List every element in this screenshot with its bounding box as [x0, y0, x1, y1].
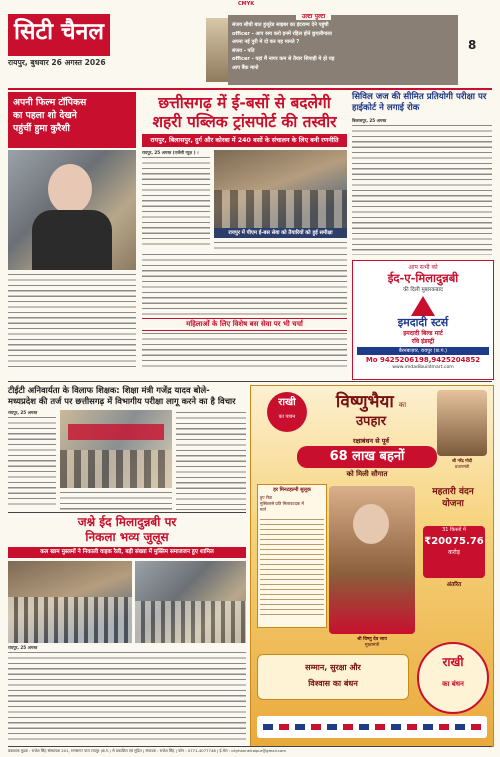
- eid-story-deck: कल खाम मुस्लमों ने निकाली वाइक रैली, बड़ी संख्या में मुस्लिम समाजजन हुए शामिल: [8, 547, 246, 558]
- rakhi-footer-badge-sub: का बंधन: [442, 680, 464, 688]
- pm-name: श्री नरेंद्र मोदी: [451, 458, 473, 463]
- footer-imprint: प्रकाशक मुद्रक : राजेश सिंह संस्थापक 201, रामसागर पारा रायपुर (छ.ग.) से प्रकाशित एवं मुद्रित | संपादक : राजेश सिंह | फोन : 0771-4077748 | ई-मेल : cityhannelraipur@gmail.com: [8, 748, 287, 753]
- main-story-bottom-text: [142, 331, 347, 367]
- headline-line: मध्यप्रदेश की तर्ज पर छत्तीसगढ़ में विभागीय परीक्षा लागू करने का है विचार: [8, 396, 236, 406]
- headline-line: पहुंचीं हुमा कुरैशी: [13, 123, 70, 134]
- left-feature-headline: [8, 92, 136, 139]
- eid-ad-subtitle: की दिली मुबारकबाद: [403, 287, 443, 293]
- ulta-line: आप बैंक मानो: [232, 64, 259, 71]
- rakhi-big-banner: [297, 446, 437, 468]
- masthead-dateline: रायपुर, बुधवार 26 अगस्त 2026: [8, 58, 106, 67]
- eid-ad-tagline: इमदादी बिल्ड मार्ट: [403, 330, 443, 337]
- eid-ad-logo-icon: [411, 296, 435, 316]
- rakhi-ad-social-strip: [257, 716, 487, 738]
- teacher-story-dateline: रायपुर, 25 अगस्त: [8, 410, 38, 415]
- cm-name: श्री विष्णु देव साय: [357, 637, 387, 642]
- main-story-lower-text: [142, 252, 347, 316]
- main-story-headline: [142, 94, 347, 113]
- ulta-pulta-text: [232, 21, 454, 73]
- eid-ad-address: बैरनबाज़ार, रायपुर (छ.ग.): [357, 347, 489, 355]
- main-story-headline-2: शहरी पब्लिक ट्रांसपोर्ट की तस्वीर: [152, 113, 337, 131]
- teacher-story-col3: [176, 410, 246, 510]
- headline-line: निकला भव्य जुलूस: [85, 530, 169, 544]
- eid-ad-brand: इमदादी स्टर्स: [397, 316, 449, 329]
- pm-photo: [437, 390, 487, 456]
- rakhi-left-line: मार्ग: [260, 507, 266, 512]
- huma-qureshi-photo: [8, 150, 136, 270]
- rakhi-badge-sub: का पावन: [278, 414, 296, 420]
- rakhi-badge-text: राखी: [278, 397, 296, 408]
- rakhi-left-line: मुस्किलसे प्रति मिलावटदक में: [260, 501, 304, 506]
- amount-box: [423, 526, 485, 578]
- left-feature-body: [8, 272, 136, 368]
- headline-line: छत्तीसगढ़ में ई-बसों से बदलेगी: [158, 94, 331, 112]
- ulta-line: officer - यहां मैं नागर कम से तैयार सिपाही मे हो यह: [232, 56, 335, 63]
- rakhi-footer-badge: [417, 642, 489, 714]
- ulta-pulta-box: [228, 15, 458, 85]
- main-story-photo: [214, 150, 347, 228]
- eid-ad: [352, 260, 494, 380]
- scheme-title: महतारी वंदन: [432, 487, 474, 497]
- rakhi-main-sub: का: [398, 401, 407, 409]
- ulta-line: संजय - पति: [232, 47, 255, 54]
- main-story-deck: रायपुर, बिलासपुर, दुर्ग और कोरबा में 240 बसों के संचालन के लिए बनी रणनीति: [142, 134, 347, 147]
- masthead-logo: [8, 14, 110, 56]
- rakhi-left-line: हुए रीवा: [260, 495, 273, 500]
- masthead-divider: [8, 88, 492, 90]
- main-story-subhead: महिलाओं के लिए विशेष बस सेवा पर भी चर्चा: [142, 318, 347, 331]
- scheme-title-2: योजना: [442, 499, 464, 509]
- scheme-block: [419, 486, 487, 526]
- rakhi-left-box: [257, 484, 327, 628]
- cm-label-block: [329, 636, 415, 648]
- rakhi-badge: [267, 392, 307, 432]
- rakhi-uphaar: उपहार: [355, 414, 387, 429]
- cmyk-mark-top: CMYK: [238, 1, 255, 7]
- ulta-line: officer - आप रस्य करो इनमें रहिल होने छुएलीगाला: [232, 30, 332, 37]
- amount-note: अंतरित: [446, 582, 462, 588]
- right-story-headline: सिविल जज की सीमित प्रतियोगी परीक्षा पर हाईकोर्ट ने लगाई रोक: [352, 92, 487, 113]
- ulta-pulta-cartoon: [206, 18, 228, 82]
- headline-line: का पहला शो देखने: [13, 110, 77, 121]
- right-story-body: [352, 118, 492, 258]
- section-divider: [8, 381, 492, 382]
- rakhi-left-lines: [258, 495, 326, 513]
- cm-label: मुख्यमंत्री: [364, 643, 380, 648]
- teacher-story-col1: [8, 410, 56, 510]
- eid-story-dateline: रायपुर, 25 अगस्त: [8, 645, 38, 650]
- eid-ad-tagline2: रवि इंडस्ट्री: [411, 338, 435, 345]
- rakhi-big-sub: को मिली सौगात: [346, 470, 388, 478]
- rakhi-footer-left: [257, 654, 409, 700]
- section-divider-2: [8, 512, 246, 513]
- main-story-col2: [214, 240, 347, 252]
- right-story-dateline: बिलासपुर, 25 अगस्त: [352, 118, 387, 123]
- ulta-line: संजय सीधी बात हुजूरेड साइबर का इंदराम्य देने पहुंची: [232, 22, 329, 28]
- amount-unit: करोड़: [448, 549, 460, 556]
- main-story-col1: [142, 150, 210, 250]
- masthead-title: सिटी चैनल: [13, 18, 105, 45]
- teacher-story-col2: [60, 490, 172, 510]
- rakhi-big-line: 68 लाख बहनों: [329, 449, 405, 464]
- rakhi-title-block: [311, 390, 431, 429]
- teacher-protest-photo: [60, 410, 172, 488]
- amount-value: ₹20075.76: [424, 536, 484, 547]
- left-feature-headline-box: [8, 92, 136, 148]
- eid-ad-header: आप सभी को: [408, 264, 438, 271]
- headline-line: टीईटी अनिवार्यता के विलाफ शिक्षक: शिक्षा मंत्री गजेंद्र यादव बोले-: [8, 385, 210, 395]
- page-number: 8: [468, 38, 477, 52]
- pm-label: प्रधानमंत्री: [454, 464, 470, 469]
- main-story-photo-caption: रायपुर में पीएम ई-बस सेवा को तैयारियों को हुई समीक्षा: [214, 228, 347, 238]
- eid-story-body: [8, 645, 246, 745]
- rakhi-ad: [250, 385, 494, 747]
- cm-rakhi-photo: [329, 486, 415, 634]
- eid-procession-photo-1: [8, 561, 132, 643]
- rakhi-left-header: हर मिनटहल्नी सुलूक: [273, 487, 311, 493]
- pm-label-block: [435, 458, 489, 470]
- main-story-dateline: रायपुर, 25 अगस्त (एजेंसी न्यूज़ ) ।: [142, 150, 199, 155]
- footer-divider: [8, 746, 492, 747]
- installment-label: 31 किस्तों में: [442, 527, 466, 533]
- rakhi-footer-line1: सम्मान, सुरक्षा और: [305, 663, 361, 672]
- headline-line: अपनी फिल्म टॉपिकस: [13, 97, 87, 108]
- eid-ad-title: ईद-ए-मिलादुन्नबी: [387, 271, 459, 285]
- eid-ad-website: www.imdadibuildmart.com: [392, 365, 454, 370]
- eid-procession-photo-2: [135, 561, 246, 643]
- rakhi-footer-line2: विश्वास का बंधन: [308, 679, 358, 688]
- ulta-pulta-label: उल्टा पुल्टा: [296, 12, 331, 20]
- rakhi-footer-badge-text: राखी: [442, 655, 464, 669]
- ulta-line: अपना नई पुरी मे दो कर यह मानते ?: [232, 39, 300, 46]
- rakhi-before-line: रक्षाबंधन से पूर्व: [353, 437, 389, 445]
- headline-line: जश्ने ईद मिलादुन्नबी पर: [77, 515, 177, 529]
- eid-ad-phone: Mo 9425206198,9425204852: [365, 356, 481, 364]
- eid-story-headline: [8, 515, 246, 545]
- rakhi-main-title: विष्णुभैया: [335, 392, 394, 412]
